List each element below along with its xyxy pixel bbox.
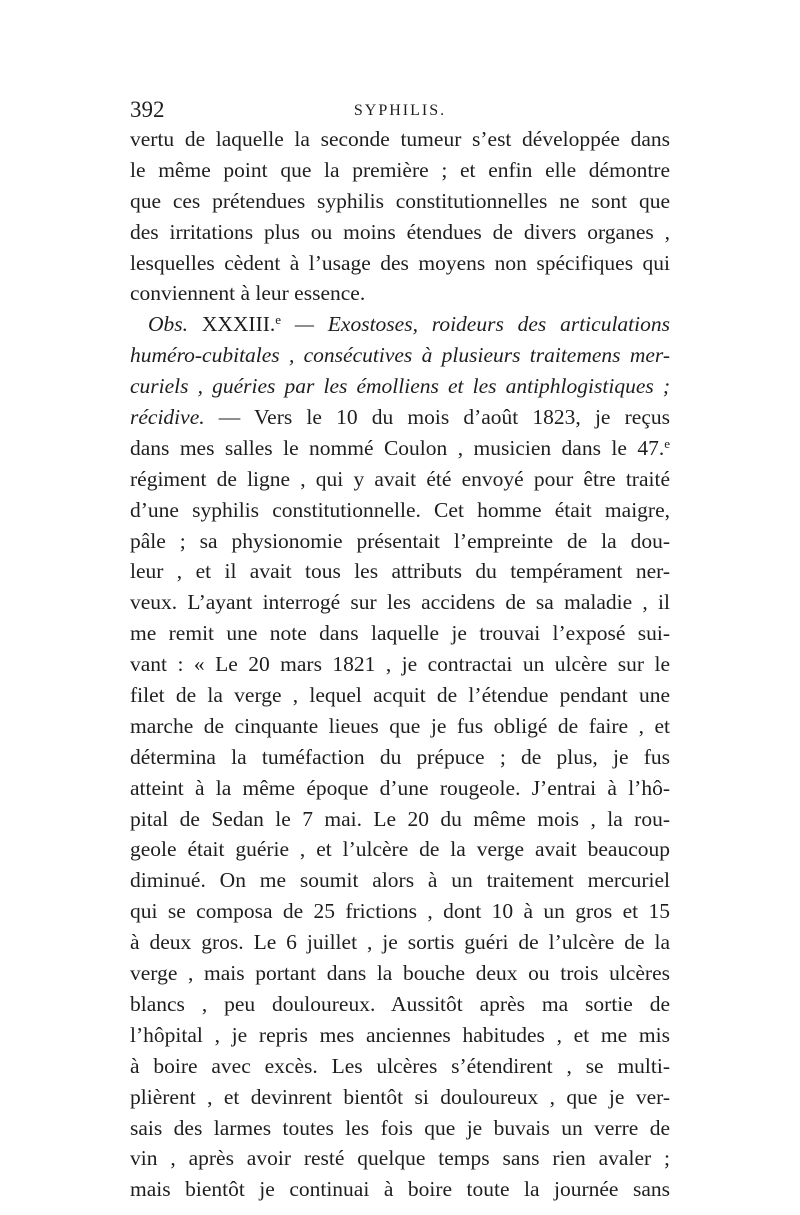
text-line	[130, 1020, 670, 1051]
text-line	[130, 526, 670, 557]
text-segment: le même point que la première ; et enfin elle démontre	[130, 157, 670, 182]
text-segment: geole était guérie , et l’ulcère de la verge avait beaucoup	[130, 837, 670, 862]
text-line	[130, 217, 670, 248]
text-line	[130, 618, 670, 649]
text-segment: récidive.	[130, 405, 205, 430]
text-segment: blancs , peu douloureux. Aussitôt après ma sortie de	[130, 991, 670, 1016]
text-line	[130, 464, 670, 495]
text-line	[130, 1113, 670, 1144]
text-segment: des irritations plus ou moins étendues de divers organes ,	[130, 219, 670, 244]
text-line	[130, 556, 670, 587]
text-line	[130, 278, 670, 309]
text-line	[130, 989, 670, 1020]
text-line	[130, 804, 670, 835]
text-line	[130, 495, 670, 526]
text-segment: verge , mais portant dans la bouche deux ou trois ulcères	[130, 961, 670, 986]
page-header	[130, 96, 670, 124]
text-line	[130, 309, 670, 340]
text-line	[130, 896, 670, 927]
text-segment: mais bientôt je continuai à boire toute la journée sans	[130, 1177, 670, 1202]
text-segment: curiels , guéries par les émolliens et les antiphlogistiques ;	[130, 374, 670, 399]
text-segment: à deux gros. Le 6 juillet , je sortis guéri de l’ulcère de la	[130, 930, 670, 955]
text-segment: me remit une note dans laquelle je trouvai l’exposé sui-	[130, 621, 670, 646]
text-line	[130, 1174, 670, 1205]
text-line	[130, 680, 670, 711]
text-segment: pâle ; sa physionomie présentait l’empreinte de la dou-	[130, 528, 670, 553]
text-segment: e	[664, 435, 670, 451]
text-segment: d’une syphilis constitutionnelle. Cet homme était maigre,	[130, 497, 670, 522]
text-line	[130, 186, 670, 217]
text-segment: XXXIII.	[201, 312, 276, 337]
text-line	[130, 865, 670, 896]
text-segment: détermina la tuméfaction du prépuce ; de plus, je fus	[130, 744, 670, 769]
text-line	[130, 773, 670, 804]
page-number: 392	[130, 97, 165, 122]
text-line	[130, 124, 670, 155]
text-segment: marche de cinquante lieues que je fus obligé de faire , et	[130, 713, 670, 738]
text-line	[130, 402, 670, 433]
text-segment: veux. L’ayant interrogé sur les accidens de sa maladie , il	[130, 590, 670, 615]
text-segment: conviennent à leur essence.	[130, 281, 366, 306]
text-segment: dans mes salles le nommé Coulon , musicien dans le 47.	[130, 435, 665, 460]
text-segment: atteint à la même époque d’une rougeole. J’entrai à l’hô-	[130, 775, 670, 800]
text-line	[130, 1082, 670, 1113]
text-line	[130, 834, 670, 865]
text-segment: Obs.	[148, 312, 202, 337]
text-segment: pital de Sedan le 7 mai. Le 20 du même mois , la rou-	[130, 806, 670, 831]
text-segment: vant : « Le 20 mars 1821 , je contractai un ulcère sur le	[130, 652, 670, 677]
text-segment: lesquelles cèdent à l’usage des moyens non spécifiques qui	[130, 250, 670, 275]
text-segment: vin , après avoir resté quelque temps sans rien avaler ;	[130, 1146, 670, 1171]
text-segment: — Exostoses, roideurs des articulations	[281, 312, 670, 337]
text-segment: vertu de laquelle la seconde tumeur s’est développée dans	[130, 127, 670, 151]
text-line	[130, 742, 670, 773]
text-segment: filet de la verge , lequel acquit de l’étendue pendant une	[130, 683, 670, 708]
text-segment: leur , et il avait tous les attributs du tempérament ner-	[130, 559, 670, 584]
text-line	[130, 587, 670, 618]
text-segment: huméro-cubitales , consécutives à plusieurs traitemens mer-	[130, 343, 670, 368]
text-line	[130, 711, 670, 742]
body-text	[130, 124, 670, 1205]
text-line	[130, 340, 670, 371]
text-line	[130, 927, 670, 958]
text-segment: diminué. On me soumit alors à un traitement mercuriel	[130, 868, 670, 893]
running-title: SYPHILIS.	[353, 102, 447, 119]
text-segment: — Vers le 10 du mois d’août 1823, je reçus	[204, 405, 670, 430]
text-segment: plièrent , et devinrent bientôt si douloureux , que je ver-	[130, 1084, 670, 1109]
text-segment: que ces prétendues syphilis constitutionnelles ne sont que	[130, 188, 670, 213]
text-line	[130, 958, 670, 989]
text-line	[130, 433, 670, 464]
text-segment: e	[275, 312, 282, 328]
text-line	[130, 1143, 670, 1174]
text-line	[130, 371, 670, 402]
text-segment: à boire avec excès. Les ulcères s’étendirent , se multi-	[130, 1053, 670, 1078]
text-segment: régiment de ligne , qui y avait été envoyé pour être traité	[130, 466, 670, 491]
text-line	[130, 248, 670, 279]
text-line	[130, 649, 670, 680]
text-line	[130, 1051, 670, 1082]
text-line	[130, 155, 670, 186]
text-segment: l’hôpital , je repris mes anciennes habitudes , et me mis	[130, 1022, 670, 1047]
text-segment: sais des larmes toutes les fois que je buvais un verre de	[130, 1115, 670, 1140]
text-segment: qui se composa de 25 frictions , dont 10 à un gros et 15	[130, 899, 670, 924]
